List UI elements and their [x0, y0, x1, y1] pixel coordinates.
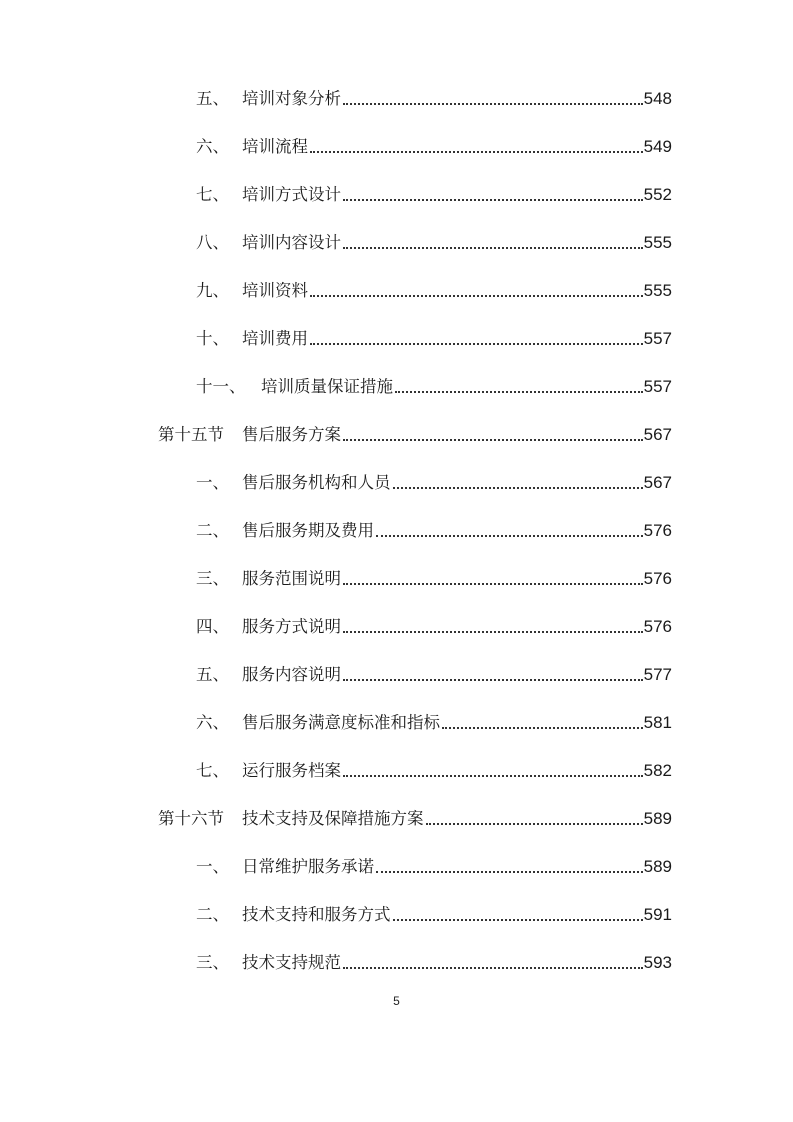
toc-entry[interactable] [196, 230, 672, 256]
toc-entry[interactable] [196, 950, 672, 976]
toc-section-entry[interactable] [158, 806, 672, 832]
entry-page: 557 [643, 329, 672, 348]
entry-title: 培训资料 [242, 281, 308, 300]
entry-title: 培训费用 [242, 329, 308, 348]
entry-page: 589 [643, 809, 672, 828]
entry-number: 一、 [196, 857, 229, 876]
dot-leader [426, 806, 643, 832]
entry-number: 六、 [196, 713, 229, 732]
toc-entry[interactable] [196, 518, 672, 544]
dot-leader [395, 374, 643, 400]
entry-page: 557 [643, 377, 672, 396]
entry-page: 555 [643, 281, 672, 300]
entry-number: 二、 [196, 905, 229, 924]
entry-page: 576 [643, 569, 672, 588]
dot-leader [343, 614, 643, 640]
dot-leader [376, 518, 643, 544]
entry-title: 售后服务满意度标准和指标 [242, 713, 440, 732]
entry-title: 培训内容设计 [242, 233, 341, 252]
toc-entry[interactable] [196, 182, 672, 208]
entry-number: 六、 [196, 137, 229, 156]
entry-title: 培训方式设计 [242, 185, 341, 204]
entry-page: 576 [643, 617, 672, 636]
entry-title: 培训流程 [242, 137, 308, 156]
entry-title: 技术支持规范 [242, 953, 341, 972]
dot-leader [343, 422, 643, 448]
entry-page: 567 [643, 473, 672, 492]
toc-section-entry[interactable] [158, 422, 672, 448]
dot-leader [393, 470, 643, 496]
entry-number: 十一、 [196, 377, 246, 396]
entry-number: 四、 [196, 617, 229, 636]
entry-title: 服务方式说明 [242, 617, 341, 636]
entry-number: 九、 [196, 281, 229, 300]
toc-entry[interactable] [196, 902, 672, 928]
entry-number: 三、 [196, 953, 229, 972]
dot-leader [343, 758, 643, 784]
entry-title: 服务内容说明 [242, 665, 341, 684]
entry-title: 售后服务期及费用 [242, 521, 374, 540]
toc-entry[interactable] [196, 662, 672, 688]
dot-leader [310, 278, 643, 304]
entry-page: 567 [643, 425, 672, 444]
section-title: 售后服务方案 [242, 425, 341, 444]
entry-number: 七、 [196, 185, 229, 204]
dot-leader [343, 950, 643, 976]
section-number: 第十五节 [158, 425, 224, 444]
dot-leader [343, 182, 643, 208]
dot-leader [343, 662, 643, 688]
entry-page: 552 [643, 185, 672, 204]
entry-number: 十、 [196, 329, 229, 348]
entry-number: 八、 [196, 233, 229, 252]
toc-entry[interactable] [196, 134, 672, 160]
toc-entry[interactable] [196, 326, 672, 352]
entry-page: 555 [643, 233, 672, 252]
entry-number: 五、 [196, 89, 229, 108]
entry-number: 二、 [196, 521, 229, 540]
entry-title: 运行服务档案 [242, 761, 341, 780]
entry-number: 七、 [196, 761, 229, 780]
section-number: 第十六节 [158, 809, 224, 828]
entry-title: 服务范围说明 [242, 569, 341, 588]
entry-number: 三、 [196, 569, 229, 588]
toc-entry[interactable] [196, 278, 672, 304]
entry-title: 培训质量保证措施 [261, 377, 393, 396]
entry-page: 581 [643, 713, 672, 732]
dot-leader [393, 902, 643, 928]
entry-title: 技术支持和服务方式 [242, 905, 391, 924]
dot-leader [442, 710, 643, 736]
entry-number: 一、 [196, 473, 229, 492]
entry-page: 593 [643, 953, 672, 972]
entry-page: 548 [643, 89, 672, 108]
toc-entry[interactable] [196, 614, 672, 640]
dot-leader [310, 326, 643, 352]
dot-leader [310, 134, 643, 160]
toc-entry[interactable] [196, 86, 672, 112]
toc-entry[interactable] [196, 854, 672, 880]
entry-page: 576 [643, 521, 672, 540]
entry-title: 售后服务机构和人员 [242, 473, 391, 492]
toc-entry[interactable] [196, 374, 672, 400]
toc-entry[interactable] [196, 758, 672, 784]
dot-leader [343, 86, 643, 112]
section-title: 技术支持及保障措施方案 [242, 809, 424, 828]
dot-leader [376, 854, 643, 880]
entry-number: 五、 [196, 665, 229, 684]
page-number: 5 [393, 994, 400, 1008]
entry-page: 582 [643, 761, 672, 780]
entry-title: 培训对象分析 [242, 89, 341, 108]
entry-page: 577 [643, 665, 672, 684]
toc-entry[interactable] [196, 470, 672, 496]
dot-leader [343, 566, 643, 592]
entry-page: 591 [643, 905, 672, 924]
dot-leader [343, 230, 643, 256]
entry-page: 589 [643, 857, 672, 876]
entry-title: 日常维护服务承诺 [242, 857, 374, 876]
toc-entry[interactable] [196, 566, 672, 592]
entry-page: 549 [643, 137, 672, 156]
toc-entry[interactable] [196, 710, 672, 736]
